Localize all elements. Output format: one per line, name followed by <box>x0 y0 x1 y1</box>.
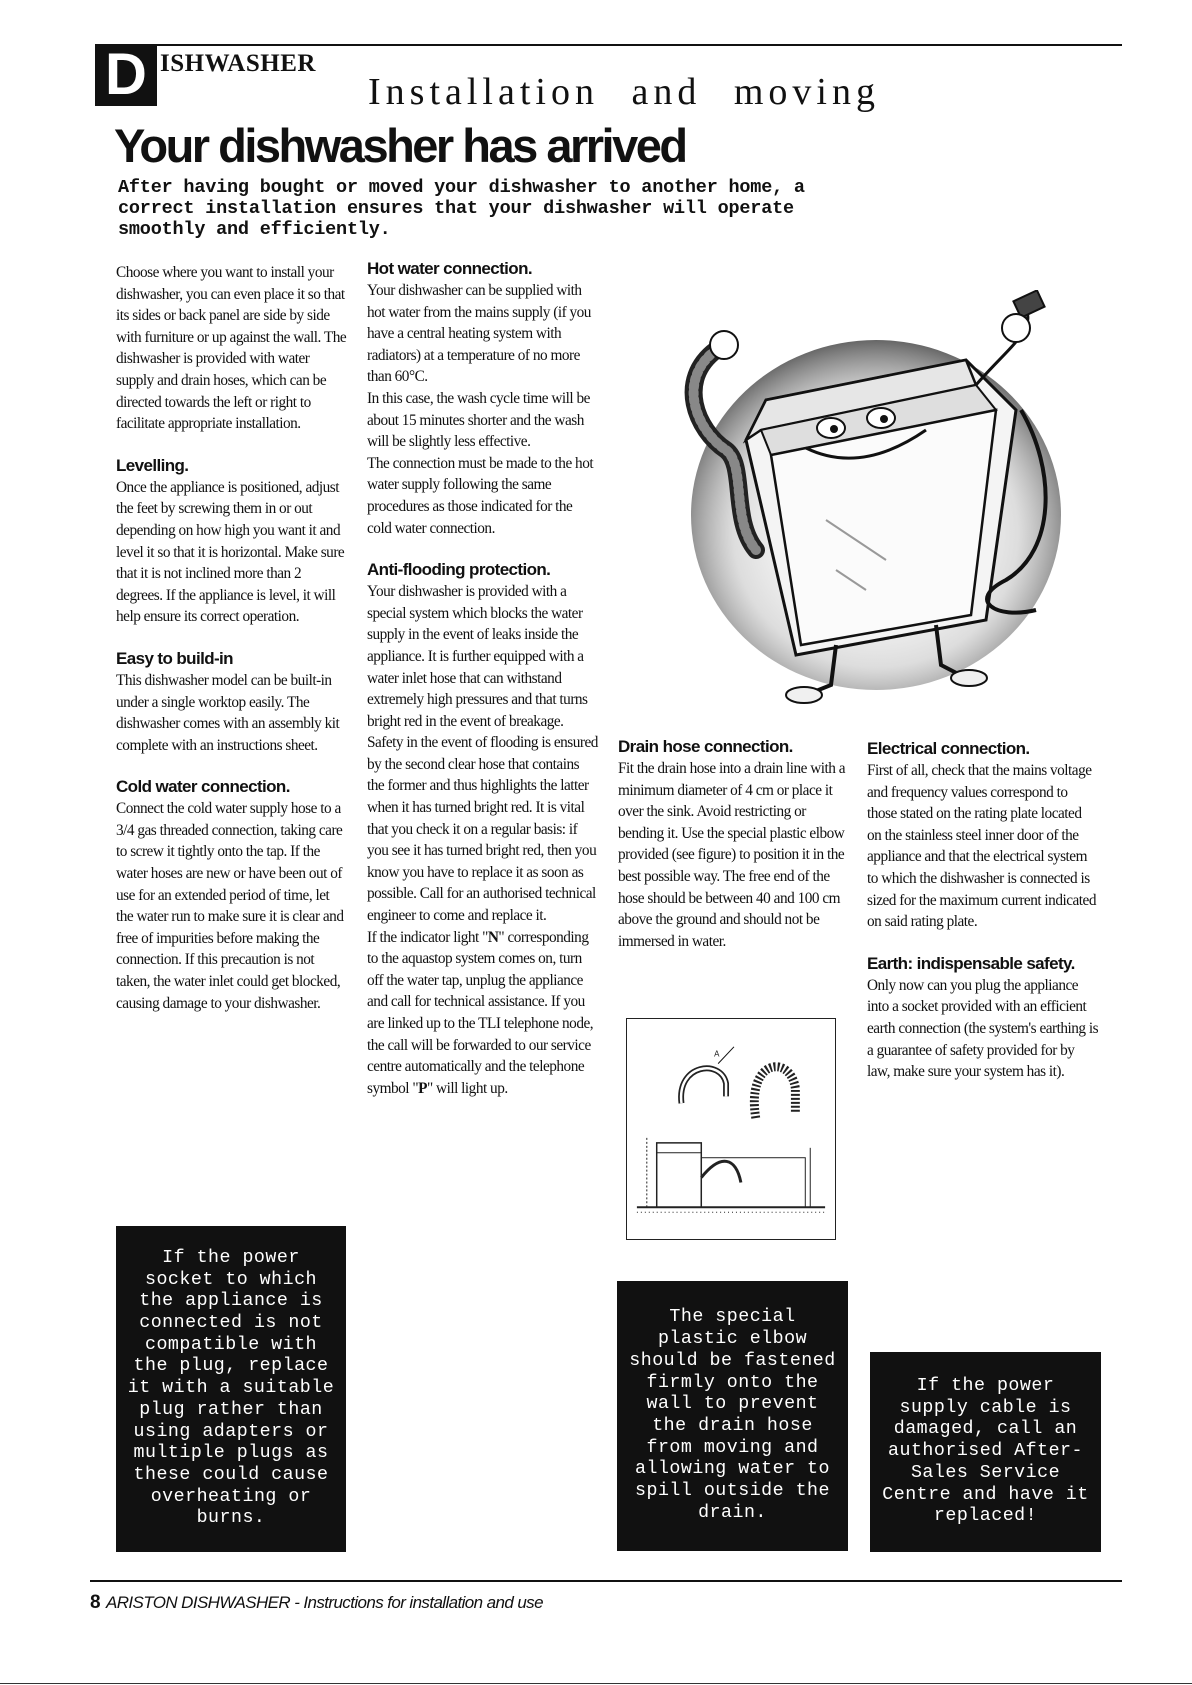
drain-hose-heading: Drain hose connection. <box>618 737 793 756</box>
page-title: Your dishwasher has arrived <box>114 119 686 172</box>
intro-text: After having bought or moved your dishwasher to another home, a correct installation ensures that your dishwasher will operate smoothly and efficiently. <box>118 177 805 240</box>
footer-rule <box>90 1580 1122 1582</box>
cold-water-heading: Cold water connection. <box>116 777 290 797</box>
hot-water-paragraph-2: In this case, the wash cycle time will be about 15 minutes shorter and the wash will be slightly less effective. <box>367 389 590 451</box>
levelling-heading: Levelling. <box>116 455 189 475</box>
indicator-n: N <box>487 928 499 946</box>
build-in-heading: Easy to build-in <box>116 648 233 668</box>
brand-name: ISHWASHER <box>160 50 316 77</box>
footer-text: ARISTON DISHWASHER - Instructions for installation and use <box>105 1593 543 1612</box>
page-number: 8 <box>90 1592 100 1613</box>
hot-water-heading: Hot water connection. <box>367 259 532 278</box>
telephone-symbol-p: P <box>418 1079 427 1097</box>
hot-water-paragraph-3: The connection must be made to the hot water supply following the same procedures as those indicated for the cold water connection. <box>367 454 594 537</box>
placement-paragraph: Choose where you want to install your dishwasher, you can even place it so that its sides or back panel are side by side with furniture or up against the wall. The dishwasher is provided with water supply and drain hoses, which can be directed towards the left or right to facilitate appropriate installation. <box>116 264 347 433</box>
section-title: Installation and moving <box>368 71 880 113</box>
dishwasher-cartoon-illustration <box>636 290 1078 710</box>
anti-flooding-paragraph-2: If the indicator light "N" corresponding to the aquastop system comes on, turn off the water tap, unplug the appliance and call for technical assistance. If you are linked up to the TLI telephone node, the call will be forwarded to our service centre automatically and the telephone symbol "P" will light up. <box>367 928 594 1097</box>
hot-water-paragraph-1: Your dishwasher can be supplied with hot water from the mains supply (if you have a central heating system with radiators) at a temperature of no more than 60°C. <box>367 282 591 386</box>
anti-flooding-paragraph-1: Your dishwasher is provided with a special system which blocks the water supply in the event of leaks inside the appliance. It is further equipped with a water inlet hose that can withstand extremely high pressures and that turns bright red in the event of breakage. Safety in the event of flooding is ensured by the second clear hose that contains the former and thus highlights the latter when it has turned bright red. It is vital that you check it on a regular basis: if you see it has turned bright red, then you know you have to replace it as soon as possible. Call for an authorised technical engineer to come and replace it. <box>367 583 598 925</box>
drain-hose-paragraph: Fit the drain hose into a drain line with a minimum diameter of 4 cm or place it over the sink. Avoid restricting or bending it. Use the special plastic elbow provided (see figure) to position it in the best possible way. The free end of the hose should be between 40 and 100 cm above the ground and should not be immersed in water. <box>618 760 846 950</box>
page-edge <box>0 1683 1192 1684</box>
footer <box>90 1592 543 1614</box>
column-1 <box>116 262 348 1014</box>
earth-paragraph: Only now can you plug the appliance into a socket provided with an efficient earth connection (the system's earthing is a guarantee of safety provided for by law, make sure your system has it). <box>867 976 1099 1081</box>
electrical-paragraph: First of all, check that the mains voltage and frequency values correspond to those stated on the rating plate located on the stainless steel inner door of the appliance and that the electrical system to which the dishwasher is connected is sized for the maximum current indicated on said rating plate. <box>867 762 1096 931</box>
anti-flooding-heading: Anti-flooding protection. <box>367 560 551 580</box>
column-3 <box>618 736 848 952</box>
levelling-paragraph: Once the appliance is positioned, adjust the feet by screwing them in or out depending on how high you want it and level it so that it is horizontal. Make sure that it is not inclined more than 2 degrees. If the appliance is level, it will help ensure its correct operation. <box>116 478 345 626</box>
plastic-elbow-warning-box: The special plastic elbow should be fastened firmly onto the wall to prevent the drain hose from moving and allowing water to spill outside the drain. <box>617 1281 848 1551</box>
column-2 <box>367 258 599 1099</box>
earth-heading: Earth: indispensable safety. <box>867 953 1075 973</box>
electrical-heading: Electrical connection. <box>867 739 1030 758</box>
power-cable-warning-box: If the power supply cable is damaged, call an authorised After-Sales Service Centre and have it replaced! <box>870 1352 1101 1552</box>
build-in-paragraph: This dishwasher model can be built-in under a single worktop easily. The dishwasher comes with an assembly kit complete with an instructions sheet. <box>116 671 340 754</box>
drain-hose-figure <box>626 1018 836 1240</box>
cold-water-paragraph: Connect the cold water supply hose to a 3/4 gas threaded connection, taking care to screw it tightly onto the tap. If the water hoses are new or have been out of use for an extended period of time, let the water run to make sure it is clear and free of impurities before making the connection. If this precaution is not taken, the water inlet could get blocked, causing damage to your dishwasher. <box>116 800 344 1012</box>
header-rule <box>150 44 1122 46</box>
power-socket-warning-box: If the power socket to which the appliance is connected is not compatible with the plug, replace it with a suitable plug rather than using adapters or multiple plugs as these could cause overheating or burns. <box>116 1226 346 1552</box>
brand-initial: D <box>95 44 157 106</box>
column-4 <box>867 738 1099 1083</box>
label-a: A <box>714 1049 720 1059</box>
